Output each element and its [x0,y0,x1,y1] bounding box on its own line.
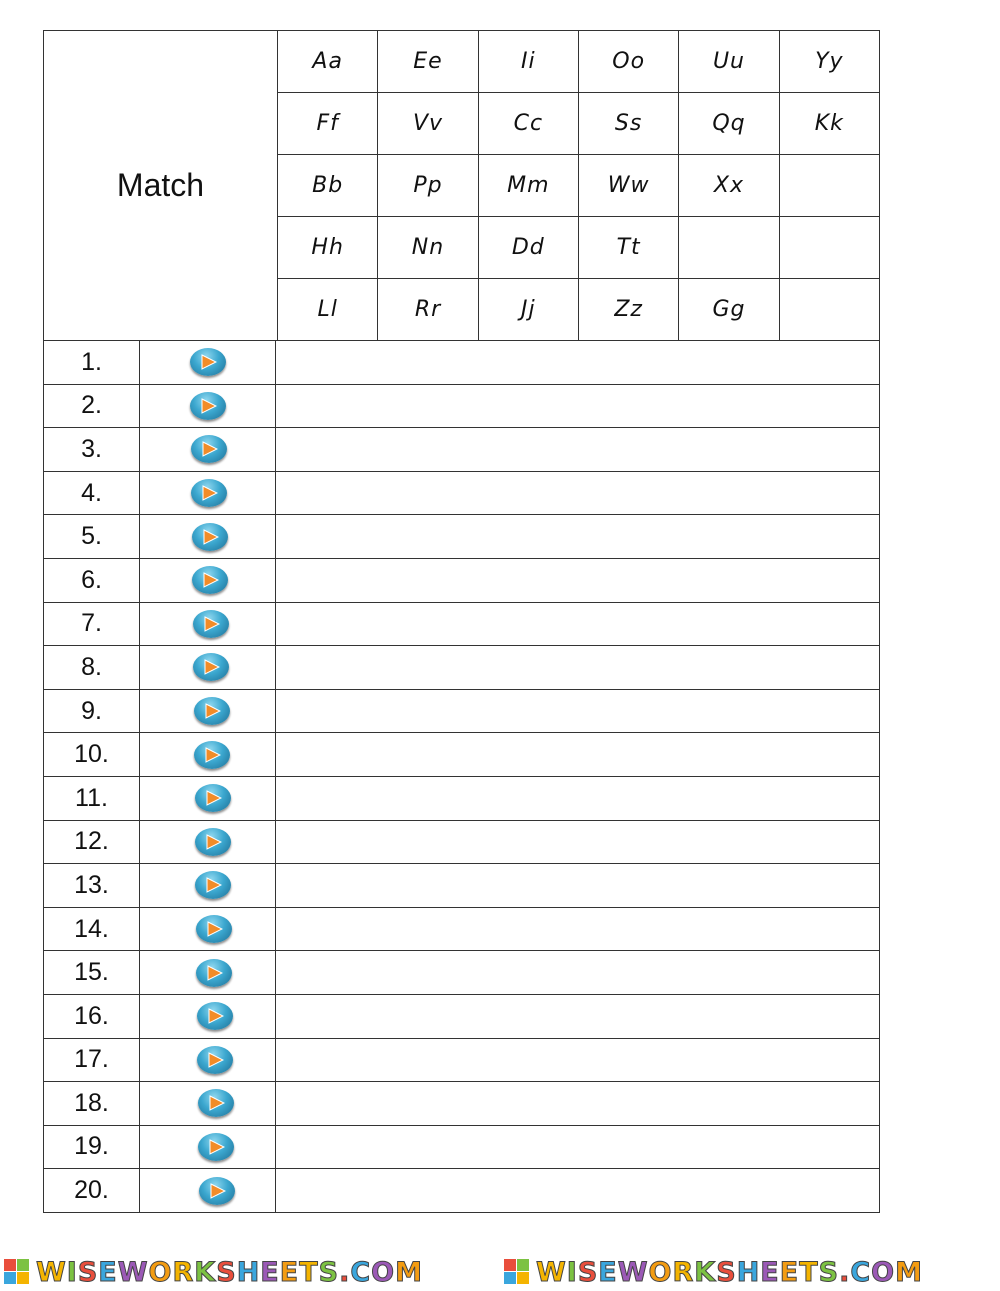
answer-row [44,907,880,951]
play-cell [140,428,276,472]
row-number: 5. [44,515,140,559]
answer-row [44,558,880,602]
play-button[interactable] [192,566,228,594]
answer-cell[interactable] [276,602,880,646]
letter-cell: Ss [578,93,678,155]
letter-cell [779,217,879,279]
play-icon [206,877,222,893]
play-button[interactable] [199,1177,235,1205]
letter-cell: Ww [578,155,678,217]
answer-cell[interactable] [276,951,880,995]
answer-cell[interactable] [276,820,880,864]
answer-row [44,602,880,646]
row-number: 3. [44,428,140,472]
letter-cell: Nn [378,217,478,279]
letter-cell: Bb [278,155,378,217]
brand-logo-icon [4,1259,32,1285]
letter-cell: Oo [578,31,678,93]
play-button[interactable] [191,435,227,463]
answer-cell[interactable] [276,733,880,777]
letter-cell: Ll [278,279,378,341]
answer-cell[interactable] [276,341,880,385]
play-cell [140,907,276,951]
play-button[interactable] [191,479,227,507]
play-button[interactable] [197,1046,233,1074]
answer-row [44,646,880,690]
play-cell [140,1082,276,1126]
play-icon [201,354,217,370]
play-icon [205,747,221,763]
answer-row [44,1169,880,1213]
play-cell [140,384,276,428]
row-number: 11. [44,776,140,820]
answer-cell[interactable] [276,864,880,908]
play-icon [201,398,217,414]
play-icon [208,1008,224,1024]
answer-row [44,1125,880,1169]
play-icon [202,441,218,457]
answer-cell[interactable] [276,646,880,690]
play-icon [202,485,218,501]
row-number: 8. [44,646,140,690]
answer-cell[interactable] [276,1125,880,1169]
play-button[interactable] [194,697,230,725]
play-cell [140,820,276,864]
answer-row [44,994,880,1038]
answer-cell[interactable] [276,1169,880,1213]
play-icon [206,790,222,806]
letter-cell: Dd [478,217,578,279]
brand-watermark [4,1257,423,1287]
letter-cell: Jj [478,279,578,341]
answer-row [44,864,880,908]
play-cell [140,1038,276,1082]
play-button[interactable] [193,610,229,638]
answer-cell[interactable] [276,776,880,820]
play-cell [140,515,276,559]
answer-cell[interactable] [276,515,880,559]
letter-cell: Yy [779,31,879,93]
answer-row [44,384,880,428]
letter-cell [779,155,879,217]
letter-cell: Kk [779,93,879,155]
play-button[interactable] [198,1133,234,1161]
answer-row [44,776,880,820]
play-button[interactable] [190,348,226,376]
play-button[interactable] [196,959,232,987]
row-number: 18. [44,1082,140,1126]
answer-cell[interactable] [276,558,880,602]
match-heading: Match [44,31,278,341]
answer-row [44,733,880,777]
answer-cell[interactable] [276,1082,880,1126]
answer-cell[interactable] [276,471,880,515]
row-number: 20. [44,1169,140,1213]
row-number: 16. [44,994,140,1038]
letter-cell: Rr [378,279,478,341]
row-number: 7. [44,602,140,646]
answer-row [44,471,880,515]
worksheet [43,30,880,1213]
answer-row [44,951,880,995]
play-button[interactable] [195,828,231,856]
play-cell [140,864,276,908]
play-cell [140,341,276,385]
play-button[interactable] [198,1089,234,1117]
play-button[interactable] [194,741,230,769]
play-cell [140,733,276,777]
play-cell [140,1125,276,1169]
letter-cell: Zz [578,279,678,341]
play-button[interactable] [190,392,226,420]
play-icon [209,1139,225,1155]
letter-cell: Uu [679,31,779,93]
letter-cell: Hh [278,217,378,279]
letter-cell: Gg [679,279,779,341]
answer-cell[interactable] [276,907,880,951]
play-cell [140,471,276,515]
play-button[interactable] [193,653,229,681]
letter-cell: Pp [378,155,478,217]
play-icon [207,965,223,981]
letter-cell: Ee [378,31,478,93]
letter-cell: Ii [478,31,578,93]
play-cell [140,994,276,1038]
play-cell [140,689,276,733]
answer-row [44,515,880,559]
play-button[interactable] [197,1002,233,1030]
answer-row [44,428,880,472]
play-cell [140,776,276,820]
play-cell [140,558,276,602]
letter-cell: Qq [679,93,779,155]
play-button[interactable] [195,784,231,812]
play-button[interactable] [195,871,231,899]
brand-watermark [504,1257,923,1287]
footer-watermark [0,1253,1000,1291]
answer-cell[interactable] [276,428,880,472]
letter-cell: Aa [278,31,378,93]
letter-cell [779,279,879,341]
answer-table [43,340,880,1213]
brand-text: W I S E W O R K S H E E T S . C O M [536,1256,923,1288]
answer-row [44,341,880,385]
row-number: 13. [44,864,140,908]
answer-row [44,820,880,864]
play-cell [140,646,276,690]
play-icon [203,572,219,588]
play-icon [209,1095,225,1111]
play-icon [207,921,223,937]
play-icon [205,703,221,719]
answer-cell[interactable] [276,1038,880,1082]
answer-row [44,1038,880,1082]
play-icon [203,529,219,545]
row-number: 4. [44,471,140,515]
row-number: 2. [44,384,140,428]
row-number: 17. [44,1038,140,1082]
row-number: 15. [44,951,140,995]
letter-cell: Mm [478,155,578,217]
row-number: 19. [44,1125,140,1169]
play-button[interactable] [196,915,232,943]
letter-cell: Cc [478,93,578,155]
play-icon [208,1052,224,1068]
answer-cell[interactable] [276,384,880,428]
row-number: 1. [44,341,140,385]
row-number: 10. [44,733,140,777]
row-number: 12. [44,820,140,864]
letter-cell: Xx [679,155,779,217]
answer-cell[interactable] [276,994,880,1038]
play-button[interactable] [192,523,228,551]
play-icon [210,1183,226,1199]
play-icon [204,659,220,675]
letter-cell: Vv [378,93,478,155]
answer-row [44,689,880,733]
play-cell [140,951,276,995]
play-cell [140,602,276,646]
brand-text: W I S E W O R K S H E E T S . C O M [36,1256,423,1288]
play-cell [140,1169,276,1213]
play-icon [204,616,220,632]
letter-cell: Ff [278,93,378,155]
letters-table [43,30,880,341]
brand-logo-icon [504,1259,532,1285]
row-number: 14. [44,907,140,951]
answer-row [44,1082,880,1126]
letters-row [44,31,880,93]
row-number: 6. [44,558,140,602]
letter-cell [679,217,779,279]
play-icon [206,834,222,850]
row-number: 9. [44,689,140,733]
answer-cell[interactable] [276,689,880,733]
letter-cell: Tt [578,217,678,279]
